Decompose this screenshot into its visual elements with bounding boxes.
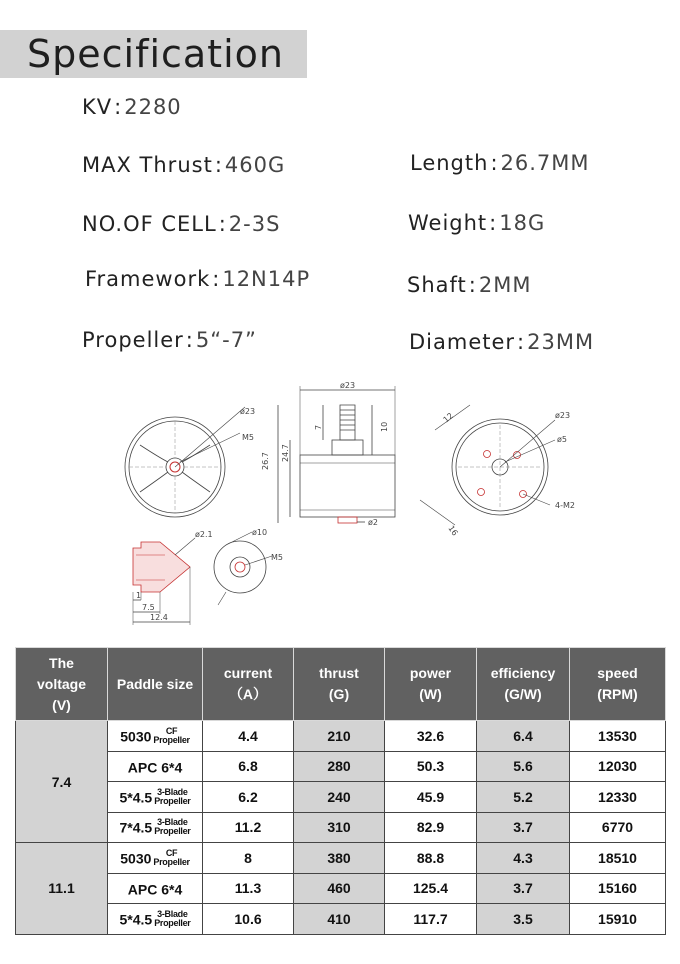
power-cell: 45.9: [385, 782, 477, 813]
nut-leader: [175, 538, 195, 555]
speed-cell: 6770: [570, 812, 666, 843]
power-cell: 117.7: [385, 904, 477, 935]
side-body-lines: [300, 463, 395, 510]
back-spacing-b-label: 16: [446, 523, 460, 538]
paddle-note-line: CF: [165, 847, 178, 858]
front-thread-label: M5: [242, 433, 254, 442]
paddle-note-line: Propeller: [153, 734, 190, 745]
paddle-size: APC 6*4: [127, 758, 183, 775]
spec-value: 23MM: [527, 330, 595, 354]
paddle-size-cell: [108, 843, 203, 874]
paddle-note: [154, 788, 190, 806]
speed-cell: 15910: [570, 904, 666, 935]
washer-outer: [214, 541, 266, 593]
nut-len-b-label: 7.5: [142, 603, 155, 612]
header-line: power: [409, 665, 452, 681]
spec-value: 26.7MM: [500, 151, 590, 175]
current-cell: 10.6: [203, 904, 294, 935]
efficiency-cell: 3.7: [477, 812, 570, 843]
back-spacing-a-label: 12: [441, 411, 456, 425]
side-body: [300, 455, 395, 517]
thrust-cell: 310: [294, 812, 385, 843]
washer: [214, 528, 283, 605]
side-thread-len-label: 10: [380, 421, 389, 432]
paddle-size-cell: [108, 904, 203, 935]
paddle-size: 5030: [120, 849, 152, 866]
spec-shaft: Shaft:2MM: [407, 273, 532, 297]
voltage-cell: 7.4: [16, 721, 108, 843]
header-line: （A）: [228, 686, 268, 702]
spec-value: 5“-7”: [195, 328, 257, 352]
table-row: [16, 904, 666, 935]
efficiency-cell: 4.3: [477, 843, 570, 874]
nut-dia-label: ø2.1: [195, 530, 213, 539]
side-body-label: 24.7: [281, 444, 290, 462]
current-cell: 11.3: [203, 873, 294, 904]
header-line: speed: [597, 665, 638, 681]
power-cell: 82.9: [385, 812, 477, 843]
voltage-header: [16, 648, 108, 721]
table-row: [16, 812, 666, 843]
power-cell: 50.3: [385, 751, 477, 782]
paddle-size-cell: [108, 751, 203, 782]
paddle-note: [154, 910, 190, 928]
spec-value: 2MM: [478, 273, 532, 297]
back-screw-hole: [478, 489, 485, 496]
spec-diameter: Diameter:23MM: [409, 330, 595, 354]
washer-leader-low: [218, 592, 226, 605]
paddle-size-cell: [108, 721, 203, 752]
paddle-size-cell: [108, 812, 203, 843]
speed-cell: 13530: [570, 721, 666, 752]
paddle-size: 5030: [120, 727, 152, 744]
header-line: (G/W): [504, 686, 542, 702]
nut-len-c-label: 12.4: [150, 613, 168, 622]
side-dia-ext: [300, 386, 395, 455]
current-cell: 11.2: [203, 812, 294, 843]
back-screw-hole: [484, 451, 491, 458]
side-thread: [340, 405, 355, 440]
power-cell: 125.4: [385, 873, 477, 904]
current-cell: 6.2: [203, 782, 294, 813]
paddle-size-cell: [108, 873, 203, 904]
side-shaft-label: ø2: [368, 518, 378, 527]
header-line: thrust: [319, 665, 359, 681]
spec-label: MAX Thrust: [82, 153, 213, 177]
table-row: [16, 873, 666, 904]
table-header-row: [16, 648, 666, 721]
spec-label: Propeller: [82, 328, 184, 352]
current-cell: 8: [203, 843, 294, 874]
spec-max-thrust: MAX Thrust:460G: [82, 153, 286, 177]
speed-cell: 18510: [570, 843, 666, 874]
header-line: (V): [52, 696, 71, 713]
side-bell-top: [332, 440, 363, 455]
washer-hole: [235, 562, 245, 572]
table-row: [16, 751, 666, 782]
thrust-cell: 210: [294, 721, 385, 752]
side-view: [261, 381, 395, 527]
efficiency-cell: 3.7: [477, 873, 570, 904]
efficiency-cell: 5.6: [477, 751, 570, 782]
paddle-note-line: Propeller: [153, 856, 190, 867]
back-screws-label: 4-M2: [555, 501, 575, 510]
page-title: Specification: [27, 32, 284, 76]
efficiency-header: [477, 648, 570, 721]
spec-weight: Weight:18G: [408, 211, 546, 235]
table-row: [16, 721, 666, 752]
paddle-note: [153, 849, 189, 867]
efficiency-cell: 3.5: [477, 904, 570, 935]
efficiency-cell: 5.2: [477, 782, 570, 813]
spec-kv: KV:2280: [82, 95, 182, 119]
paddle-note-line: 3-Blade: [157, 817, 188, 828]
spec-label: Length: [410, 151, 489, 175]
thrust-cell: 460: [294, 873, 385, 904]
dimension-drawing: [0, 375, 680, 630]
paddle-size-cell: [108, 782, 203, 813]
washer-middle: [230, 557, 250, 577]
front-view: [125, 407, 255, 517]
header-line: (RPM): [597, 686, 638, 702]
washer-thread-label: M5: [271, 553, 283, 562]
performance-table: [15, 647, 666, 935]
washer-dia-label: ø10: [252, 528, 268, 537]
paddle-size: 5*4.5: [119, 910, 153, 927]
side-thread-top-label: 7: [314, 424, 323, 430]
power-header: [385, 648, 477, 721]
paddle-size: APC 6*4: [127, 880, 183, 897]
paddle-note-line: Propeller: [154, 917, 191, 928]
table-row: [16, 782, 666, 813]
header-line: efficiency: [490, 665, 556, 681]
spec-label: NO.OF CELL: [82, 212, 217, 236]
speed-header: [570, 648, 666, 721]
spec-value: 12N14P: [222, 267, 311, 291]
back-hole-label: ø5: [557, 435, 567, 444]
header-line: (G): [328, 686, 350, 702]
spec-value: 18G: [499, 211, 546, 235]
header-line: current: [223, 665, 273, 681]
paddle-size: 5*4.5: [119, 788, 153, 805]
thrust-header: [294, 648, 385, 721]
table-row: [16, 843, 666, 874]
side-dia-label: ø23: [340, 381, 356, 390]
header-line: Paddle size: [116, 675, 194, 692]
spec-label: Shaft: [407, 273, 467, 297]
current-header: [203, 648, 294, 721]
paddle-size: 7*4.5: [119, 819, 153, 836]
current-cell: 4.4: [203, 721, 294, 752]
power-cell: 88.8: [385, 843, 477, 874]
front-leader: [175, 407, 245, 467]
thrust-cell: 280: [294, 751, 385, 782]
spec-length: Length:26.7MM: [410, 151, 590, 175]
current-cell: 6.8: [203, 751, 294, 782]
power-cell: 32.6: [385, 721, 477, 752]
spec-value: 2-3S: [228, 212, 281, 236]
paddle-note-line: 3-Blade: [157, 786, 188, 797]
spec-value: 2280: [124, 95, 182, 119]
efficiency-cell: 6.4: [477, 721, 570, 752]
spec-label: Framework: [85, 267, 211, 291]
paddle-note: [154, 818, 190, 836]
spec-label: Diameter: [409, 330, 516, 354]
side-height-label: 26.7: [261, 452, 270, 470]
header-line: The: [49, 654, 74, 671]
spec-framework: Framework:12N14P: [85, 267, 311, 291]
paddle-note: [153, 727, 189, 745]
prop-nut: [133, 530, 213, 625]
speed-cell: 12330: [570, 782, 666, 813]
back-view: [420, 405, 575, 537]
spec-propeller: Propeller:5“-7”: [82, 328, 257, 352]
spec-cells: NO.OF CELL:2-3S: [82, 212, 281, 236]
side-shaft: [338, 517, 357, 523]
nut-len-a-label: 1: [136, 591, 142, 600]
table-body: [16, 721, 666, 935]
paddle-note-line: Propeller: [154, 826, 191, 837]
paddle-note-line: Propeller: [154, 795, 191, 806]
header-line: voltage: [36, 675, 86, 692]
spec-label: Weight: [408, 211, 488, 235]
front-dia-label: ø23: [240, 407, 256, 416]
paddle-note-line: CF: [165, 725, 178, 736]
thrust-cell: 410: [294, 904, 385, 935]
speed-cell: 15160: [570, 873, 666, 904]
paddle-size-header: [108, 648, 203, 721]
thrust-cell: 240: [294, 782, 385, 813]
thrust-cell: 380: [294, 843, 385, 874]
speed-cell: 12030: [570, 751, 666, 782]
voltage-cell: 11.1: [16, 843, 108, 935]
paddle-note-line: 3-Blade: [157, 908, 188, 919]
back-dia-label: ø23: [555, 411, 571, 420]
spec-label: KV: [82, 95, 113, 119]
spec-value: 460G: [224, 153, 286, 177]
header-line: (W): [419, 686, 442, 702]
